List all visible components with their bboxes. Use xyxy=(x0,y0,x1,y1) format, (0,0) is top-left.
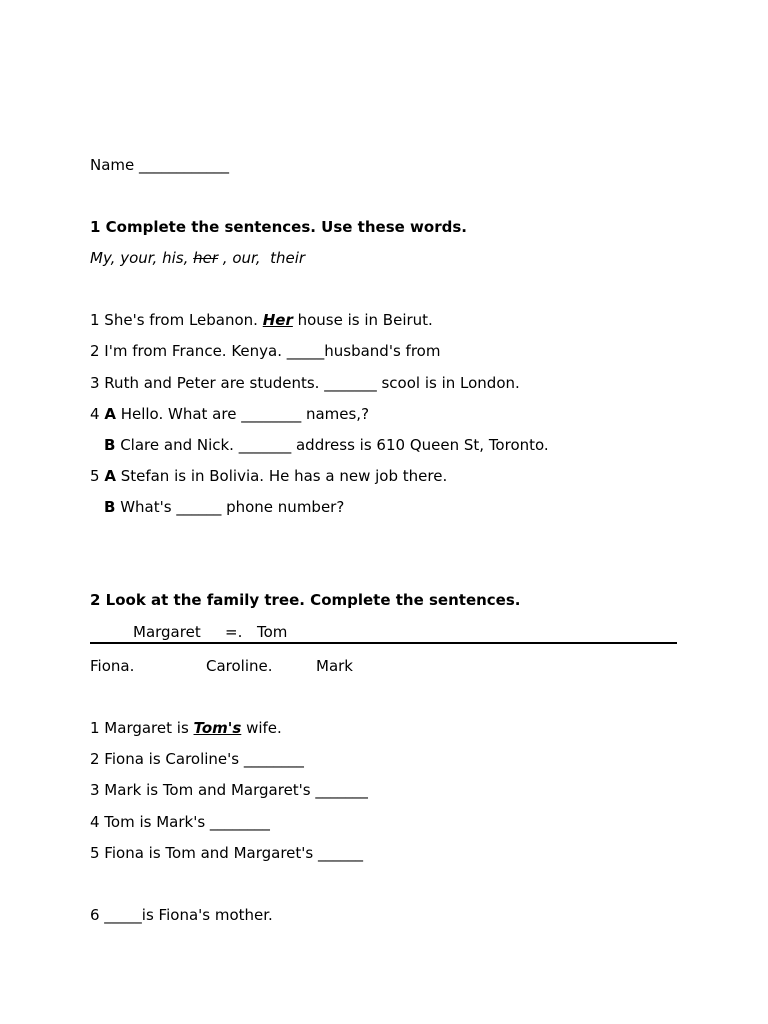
s1-item-1 xyxy=(90,311,433,329)
speaker-label: A xyxy=(104,467,116,485)
s1-item-5a xyxy=(90,467,447,485)
tree-child-3: Mark xyxy=(316,657,353,675)
word-list xyxy=(90,249,305,267)
word-list-before: My, your, his, xyxy=(90,249,194,267)
s1-item-4a-text: Hello. What are ________ names,? xyxy=(115,405,370,423)
speaker-label: B xyxy=(104,498,116,516)
s1-item-5b-text: What's ______ phone number? xyxy=(115,498,345,516)
s1-item-4b xyxy=(90,436,549,454)
s2-item-2: 2 Fiona is Caroline's ________ xyxy=(90,750,304,768)
s2-item-1 xyxy=(90,719,282,737)
s1-item-1-after: house is in Beirut. xyxy=(292,311,433,329)
section2-heading: 2 Look at the family tree. Complete the sentences. xyxy=(90,591,521,609)
tree-child-1: Fiona. xyxy=(90,657,135,675)
s2-item-3: 3 Mark is Tom and Margaret's _______ xyxy=(90,781,368,799)
s1-item-4-num: 4 xyxy=(90,405,105,423)
s1-item-2: 2 I'm from France. Kenya. _____husband's from xyxy=(90,342,441,360)
s1-item-4a xyxy=(90,405,369,423)
s1-item-5a-text: Stefan is in Bolivia. He has a new job there. xyxy=(115,467,448,485)
s1-item-1-answer: Her xyxy=(262,311,293,329)
s2-item-1-after: wife. xyxy=(241,719,282,737)
s1-item-3: 3 Ruth and Peter are students. _______ scool is in London. xyxy=(90,374,520,392)
speaker-label: B xyxy=(104,436,116,454)
tree-divider xyxy=(90,642,677,644)
word-list-after: , our, their xyxy=(218,249,306,267)
s1-item-5-num: 5 xyxy=(90,467,105,485)
name-line: Name ____________ xyxy=(90,156,230,174)
tree-parent-1: Margaret xyxy=(133,623,201,641)
s1-item-1-before: 1 She's from Lebanon. xyxy=(90,311,263,329)
section1-heading: 1 Complete the sentences. Use these words. xyxy=(90,218,467,236)
s2-item-5: 5 Fiona is Tom and Margaret's ______ xyxy=(90,844,363,862)
s2-item-6: 6 _____is Fiona's mother. xyxy=(90,906,273,924)
tree-parent-2: Tom xyxy=(257,623,288,641)
word-crossed: her xyxy=(193,249,219,267)
s1-item-5b xyxy=(90,498,344,516)
speaker-label: A xyxy=(104,405,116,423)
s2-item-4: 4 Tom is Mark's ________ xyxy=(90,813,270,831)
s2-item-1-before: 1 Margaret is xyxy=(90,719,194,737)
s1-item-4b-text: Clare and Nick. _______ address is 610 Queen St, Toronto. xyxy=(115,436,549,454)
tree-equals: =. xyxy=(225,623,243,641)
s2-item-1-answer: Tom's xyxy=(193,719,242,737)
tree-child-2: Caroline. xyxy=(206,657,273,675)
